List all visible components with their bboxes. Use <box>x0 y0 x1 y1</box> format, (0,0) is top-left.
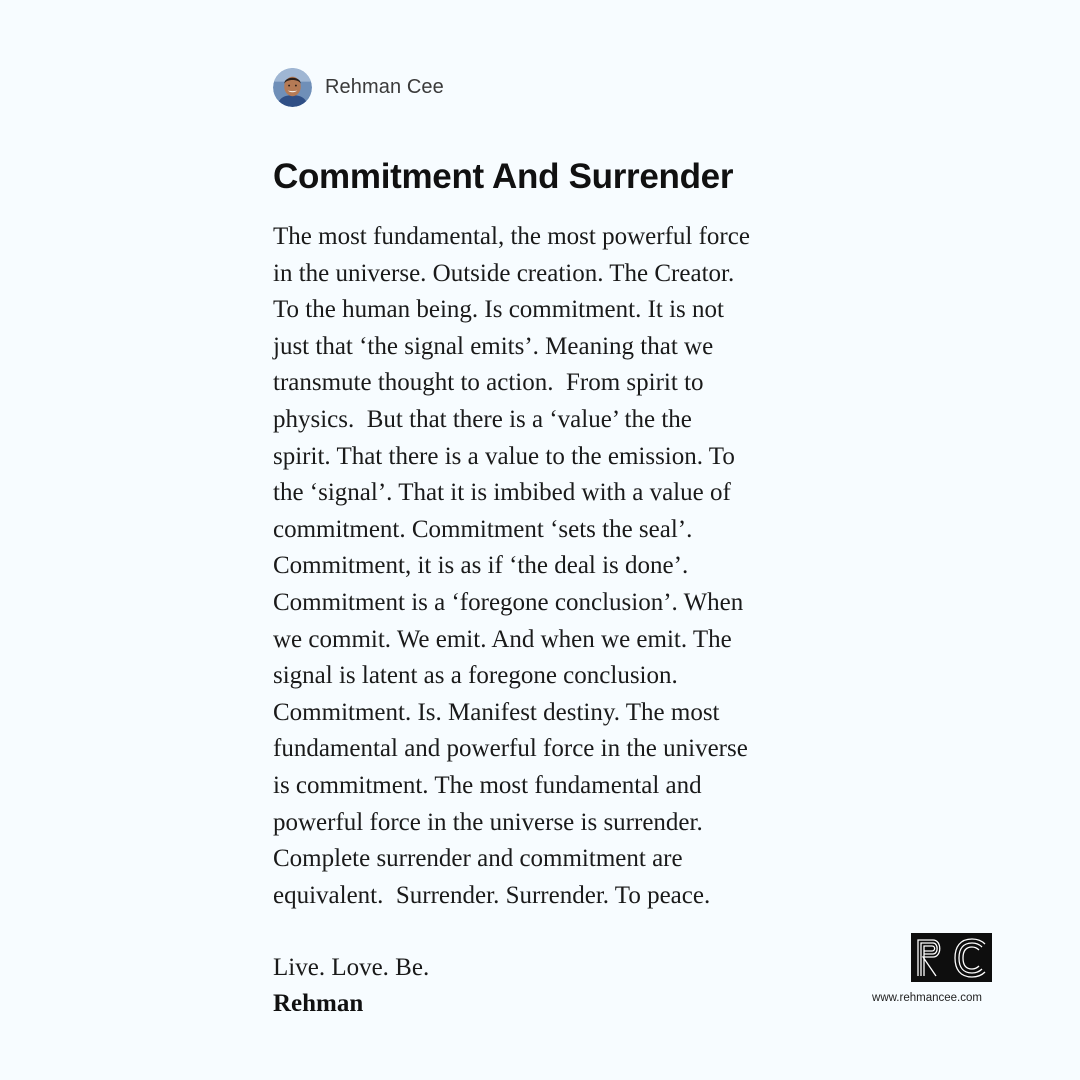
body-line: just that ‘the signal emits’. Meaning that we <box>273 332 714 360</box>
body-line: To the human being. Is commitment. It is not <box>273 296 724 324</box>
website-link[interactable]: www.rehmancee.com <box>872 992 982 1004</box>
signature: Rehman <box>273 990 364 1017</box>
author-header <box>273 68 444 107</box>
author-name[interactable]: Rehman Cee <box>325 76 444 98</box>
body-line: we commit. We emit. And when we emit. The <box>273 625 732 653</box>
body-line: in the universe. Outside creation. The Creator. <box>273 259 735 287</box>
signoff-block <box>273 950 429 1022</box>
body-line: commitment. Commitment ‘sets the seal’. <box>273 515 693 543</box>
body-line: signal is latent as a foregone conclusion. <box>273 662 678 690</box>
body-line: the ‘signal’. That it is imbibed with a value of <box>273 479 731 507</box>
signoff-text: Live. Love. Be. <box>273 954 430 981</box>
body-line: fundamental and powerful force in the universe <box>273 735 748 763</box>
rc-logo-icon <box>911 933 992 982</box>
body-line: equivalent. Surrender. Surrender. To peace. <box>273 881 711 909</box>
post-body <box>273 219 813 914</box>
post-title: Commitment And Surrender <box>273 157 734 196</box>
body-line: physics. But that there is a ‘value’ the the <box>273 405 692 433</box>
body-line: is commitment. The most fundamental and <box>273 771 702 799</box>
body-line: spirit. That there is a value to the emission. To <box>273 442 735 470</box>
body-line: Commitment, it is as if ‘the deal is done’. <box>273 552 689 580</box>
body-line: Commitment is a ‘foregone conclusion’. When <box>273 588 744 616</box>
body-line: Commitment. Is. Manifest destiny. The most <box>273 698 720 726</box>
body-line: The most fundamental, the most powerful force <box>273 223 750 250</box>
body-line: powerful force in the universe is surrender. <box>273 808 703 836</box>
body-line: transmute thought to action. From spirit to <box>273 369 704 397</box>
body-line: Complete surrender and commitment are <box>273 845 683 873</box>
avatar[interactable] <box>273 68 312 107</box>
